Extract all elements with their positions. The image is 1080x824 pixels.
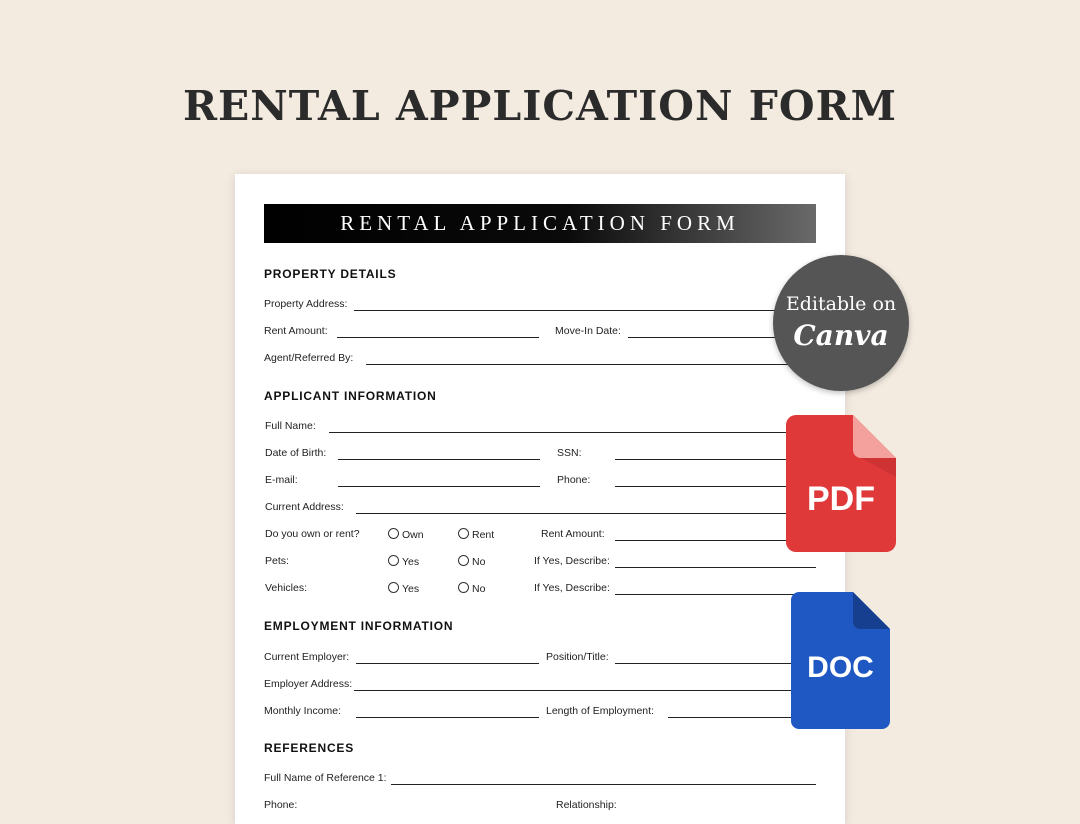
radio-yes-label: Yes (402, 583, 420, 595)
reference-relationship-label: Relationship: (556, 799, 617, 811)
rent-amount-field[interactable] (337, 337, 539, 338)
row-pets (264, 555, 816, 571)
row-reference-1 (264, 772, 816, 788)
reference-phone-label: Phone: (264, 799, 298, 811)
radio-circle-icon (458, 582, 469, 593)
pets-describe-label: If Yes, Describe: (534, 555, 610, 567)
radio-circle-icon (388, 582, 399, 593)
own-rent-label: Do you own or rent? (265, 528, 360, 540)
vehicles-describe-label: If Yes, Describe: (534, 582, 610, 594)
row-property-address (264, 298, 816, 314)
radio-yes-label: Yes (402, 556, 420, 568)
length-label: Length of Employment: (546, 705, 654, 717)
rent-amount-label-2: Rent Amount: (541, 528, 605, 540)
position-field[interactable] (615, 663, 816, 664)
property-address-label: Property Address: (264, 298, 348, 310)
employer-field[interactable] (356, 663, 539, 664)
form-sheet (235, 174, 845, 824)
row-own-rent (264, 528, 816, 544)
radio-pets-yes[interactable] (388, 555, 419, 568)
vehicles-label: Vehicles: (265, 582, 308, 594)
row-employer-position (264, 651, 816, 667)
phone-label: Phone: (557, 474, 591, 486)
radio-rent[interactable] (458, 528, 494, 541)
doc-label: DOC (807, 651, 874, 684)
property-address-field[interactable] (354, 310, 816, 311)
section-employment-information: EMPLOYMENT INFORMATION (264, 619, 454, 633)
radio-pets-no[interactable] (458, 555, 485, 568)
dob-label: Date of Birth: (265, 447, 327, 459)
radio-circle-icon (388, 555, 399, 566)
radio-vehicles-no[interactable] (458, 582, 485, 595)
full-name-field[interactable] (329, 432, 816, 433)
row-agent (264, 352, 816, 368)
row-reference-phone (264, 799, 816, 815)
pdf-label: PDF (807, 480, 875, 518)
row-current-address (264, 501, 816, 517)
move-in-date-label: Move-In Date: (555, 325, 621, 337)
position-label: Position/Title: (546, 651, 609, 663)
employer-label: Current Employer: (264, 651, 350, 663)
employer-address-field[interactable] (354, 690, 816, 691)
radio-vehicles-yes[interactable] (388, 582, 419, 595)
email-field[interactable] (338, 486, 540, 487)
row-vehicles (264, 582, 816, 598)
canva-badge-top-text: Editable on (785, 293, 897, 315)
pets-describe-field[interactable] (615, 567, 816, 568)
agent-field[interactable] (366, 364, 816, 365)
row-employer-address (264, 678, 816, 694)
section-property-details: PROPERTY DETAILS (264, 267, 397, 281)
canva-wordmark: Canva (793, 319, 889, 352)
reference-1-field[interactable] (391, 784, 816, 785)
doc-file-icon (791, 592, 890, 729)
rent-amount-label: Rent Amount: (264, 325, 328, 337)
radio-circle-icon (458, 555, 469, 566)
income-field[interactable] (356, 717, 539, 718)
radio-no-label: No (472, 583, 486, 595)
ssn-label: SSN: (557, 447, 582, 459)
radio-no-label: No (472, 556, 486, 568)
radio-own[interactable] (388, 528, 424, 541)
radio-circle-icon (458, 528, 469, 539)
full-name-label: Full Name: (265, 420, 316, 432)
editable-on-canva-badge (773, 255, 909, 391)
row-email-phone (264, 474, 816, 490)
row-rent-movein (264, 325, 816, 341)
radio-circle-icon (388, 528, 399, 539)
current-address-label: Current Address: (265, 501, 344, 513)
form-banner: RENTAL APPLICATION FORM (264, 204, 816, 243)
dob-field[interactable] (338, 459, 540, 460)
section-applicant-information: APPLICANT INFORMATION (264, 389, 437, 403)
page-title: RENTAL APPLICATION FORM (182, 82, 898, 130)
radio-own-label: Own (402, 529, 424, 541)
vehicles-describe-field[interactable] (615, 594, 816, 595)
row-full-name (264, 420, 816, 436)
section-references: REFERENCES (264, 741, 355, 755)
email-label: E-mail: (265, 474, 298, 486)
radio-rent-label: Rent (472, 529, 495, 541)
row-dob-ssn (264, 447, 816, 463)
income-label: Monthly Income: (264, 705, 342, 717)
current-address-field[interactable] (356, 513, 816, 514)
row-income-length (264, 705, 816, 721)
pets-label: Pets: (265, 555, 289, 567)
agent-label: Agent/Referred By: (264, 352, 354, 364)
employer-address-label: Employer Address: (264, 678, 353, 690)
pdf-file-icon (786, 415, 896, 552)
reference-1-label: Full Name of Reference 1: (264, 772, 387, 784)
